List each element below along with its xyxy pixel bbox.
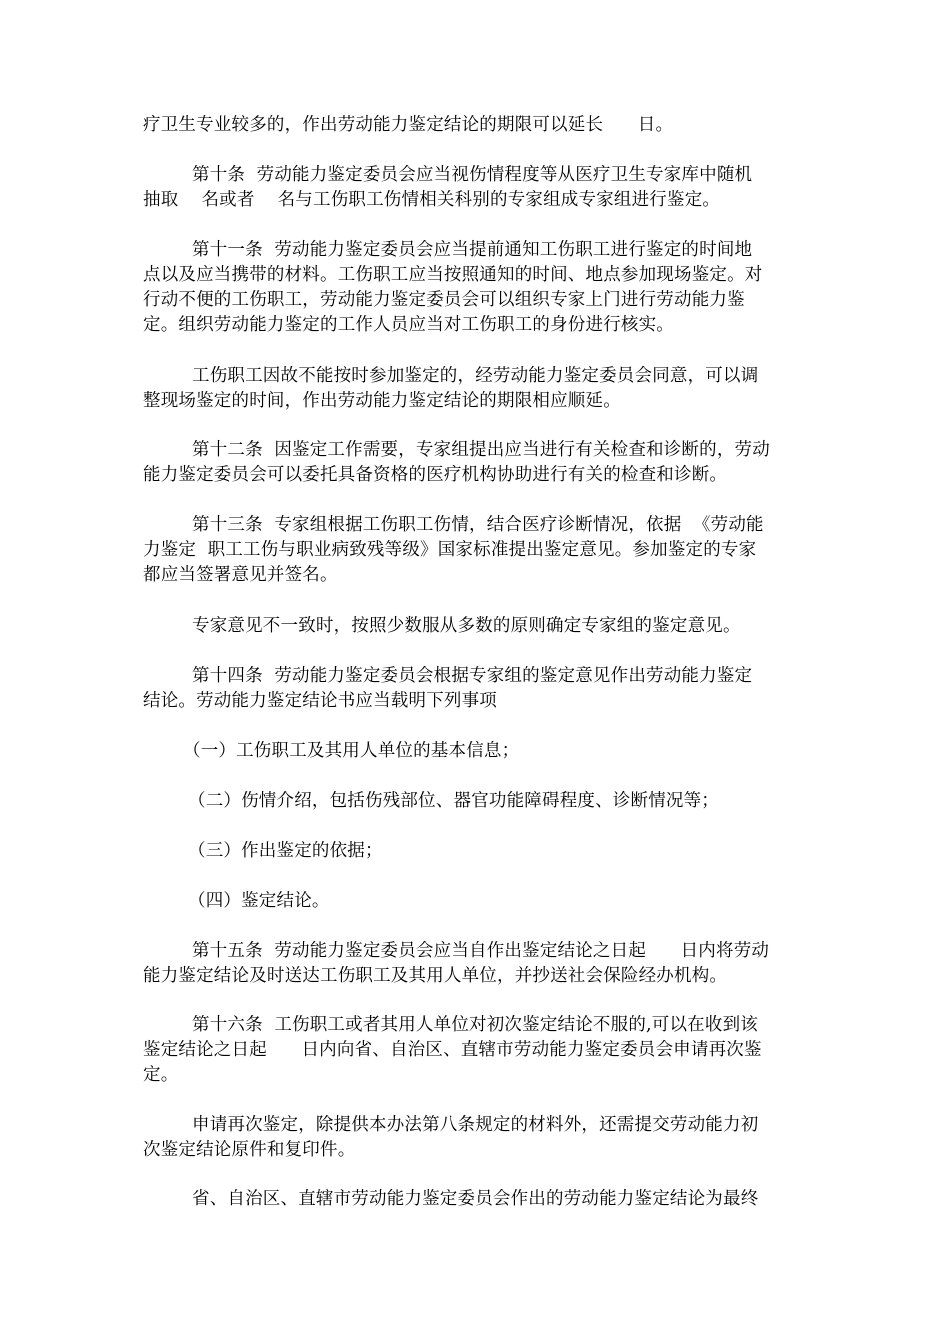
text-line: 次鉴定结论原件和复印件。 xyxy=(143,1140,356,1160)
text-line: 工伤职工因故不能按时参加鉴定的，经劳动能力鉴定委员会同意，可以调 xyxy=(192,366,759,386)
text-line: 省、自治区、直辖市劳动能力鉴定委员会作出的劳动能力鉴定结论为最终 xyxy=(192,1189,759,1209)
list-item-3 xyxy=(143,839,818,864)
text-line: 第十五条 劳动能力鉴定委员会应当自作出鉴定结论之日起 日内将劳动 xyxy=(192,941,770,961)
text-line: 申请再次鉴定，除提供本办法第八条规定的材料外，还需提交劳动能力初 xyxy=(192,1115,759,1135)
text-line: 专家意见不一致时，按照少数服从多数的原则确定专家组的鉴定意见。 xyxy=(192,616,741,636)
text-line: 疗卫生专业较多的，作出劳动能力鉴定结论的期限可以延长 日。 xyxy=(143,115,674,135)
text-line: 能力鉴定委员会可以委托具备资格的医疗机构协助进行有关的检查和诊断。 xyxy=(143,465,728,485)
text-line: 定。组织劳动能力鉴定的工作人员应当对工伤职工的身份进行核实。 xyxy=(143,315,674,335)
text-line: 第十条 劳动能力鉴定委员会应当视伤情程度等从医疗卫生专家库中随机 xyxy=(192,165,753,185)
text-line: 结论。劳动能力鉴定结论书应当载明下列事项 xyxy=(143,691,497,711)
paragraph-absence xyxy=(143,364,818,414)
text-line: 点以及应当携带的材料。工伤职工应当按照通知的时间、地点参加现场鉴定。对 xyxy=(143,265,763,285)
text-line: 能力鉴定结论及时送达工伤职工及其用人单位，并抄送社会保险经办机构。 xyxy=(143,966,728,986)
text-line: 力鉴定 职工工伤与职业病致残等级》国家标准提出鉴定意见。参加鉴定的专家 xyxy=(143,540,757,560)
text-line: 第十二条 因鉴定工作需要，专家组提出应当进行有关检查和诊断的，劳动 xyxy=(192,440,770,460)
text-line: 鉴定结论之日起 日内向省、自治区、直辖市劳动能力鉴定委员会申请再次鉴 xyxy=(143,1040,762,1060)
text-line: 定。 xyxy=(143,1065,179,1085)
paragraph-article-10 xyxy=(143,163,818,213)
paragraph-article-15 xyxy=(143,939,818,989)
text-line: （二）伤情介绍，包括伤残部位、器官功能障碍程度、诊断情况等； xyxy=(188,791,719,811)
list-item-4 xyxy=(143,889,818,914)
text-line: 第十一条 劳动能力鉴定委员会应当提前通知工伤职工进行鉴定的时间地 xyxy=(192,240,753,260)
paragraph-final-conclusion xyxy=(143,1187,818,1212)
paragraph-article-12 xyxy=(143,438,818,488)
text-line: 都应当签署意见并签名。 xyxy=(143,565,338,585)
list-item-1 xyxy=(143,739,818,764)
list-item-2 xyxy=(143,789,818,814)
text-line: （一）工伤职工及其用人单位的基本信息； xyxy=(183,741,520,761)
paragraph-article-11 xyxy=(143,238,818,338)
text-line: 第十三条 专家组根据工伤职工伤情，结合医疗诊断情况，依据 《劳动能 xyxy=(192,515,764,535)
paragraph-expert-opinion xyxy=(143,614,818,639)
text-line: 第十四条 劳动能力鉴定委员会根据专家组的鉴定意见作出劳动能力鉴定 xyxy=(192,666,753,686)
text-line: （四）鉴定结论。 xyxy=(188,891,330,911)
text-line: （三）作出鉴定的依据； xyxy=(188,841,383,861)
paragraph-article-14 xyxy=(143,664,818,714)
text-line: 行动不便的工伤职工，劳动能力鉴定委员会可以组织专家上门进行劳动能力鉴 xyxy=(143,290,745,310)
text-line: 第十六条 工伤职工或者其用人单位对初次鉴定结论不服的,可以在收到该 xyxy=(192,1015,758,1035)
paragraph-article-13 xyxy=(143,513,818,588)
text-line: 抽取 名或者 名与工伤职工伤情相关科别的专家组成专家组进行鉴定。 xyxy=(143,190,721,210)
paragraph-reappraisal xyxy=(143,1113,818,1163)
text-line: 整现场鉴定的时间，作出劳动能力鉴定结论的期限相应顺延。 xyxy=(143,391,621,411)
paragraph-continuation xyxy=(143,113,818,138)
paragraph-article-16 xyxy=(143,1013,818,1088)
